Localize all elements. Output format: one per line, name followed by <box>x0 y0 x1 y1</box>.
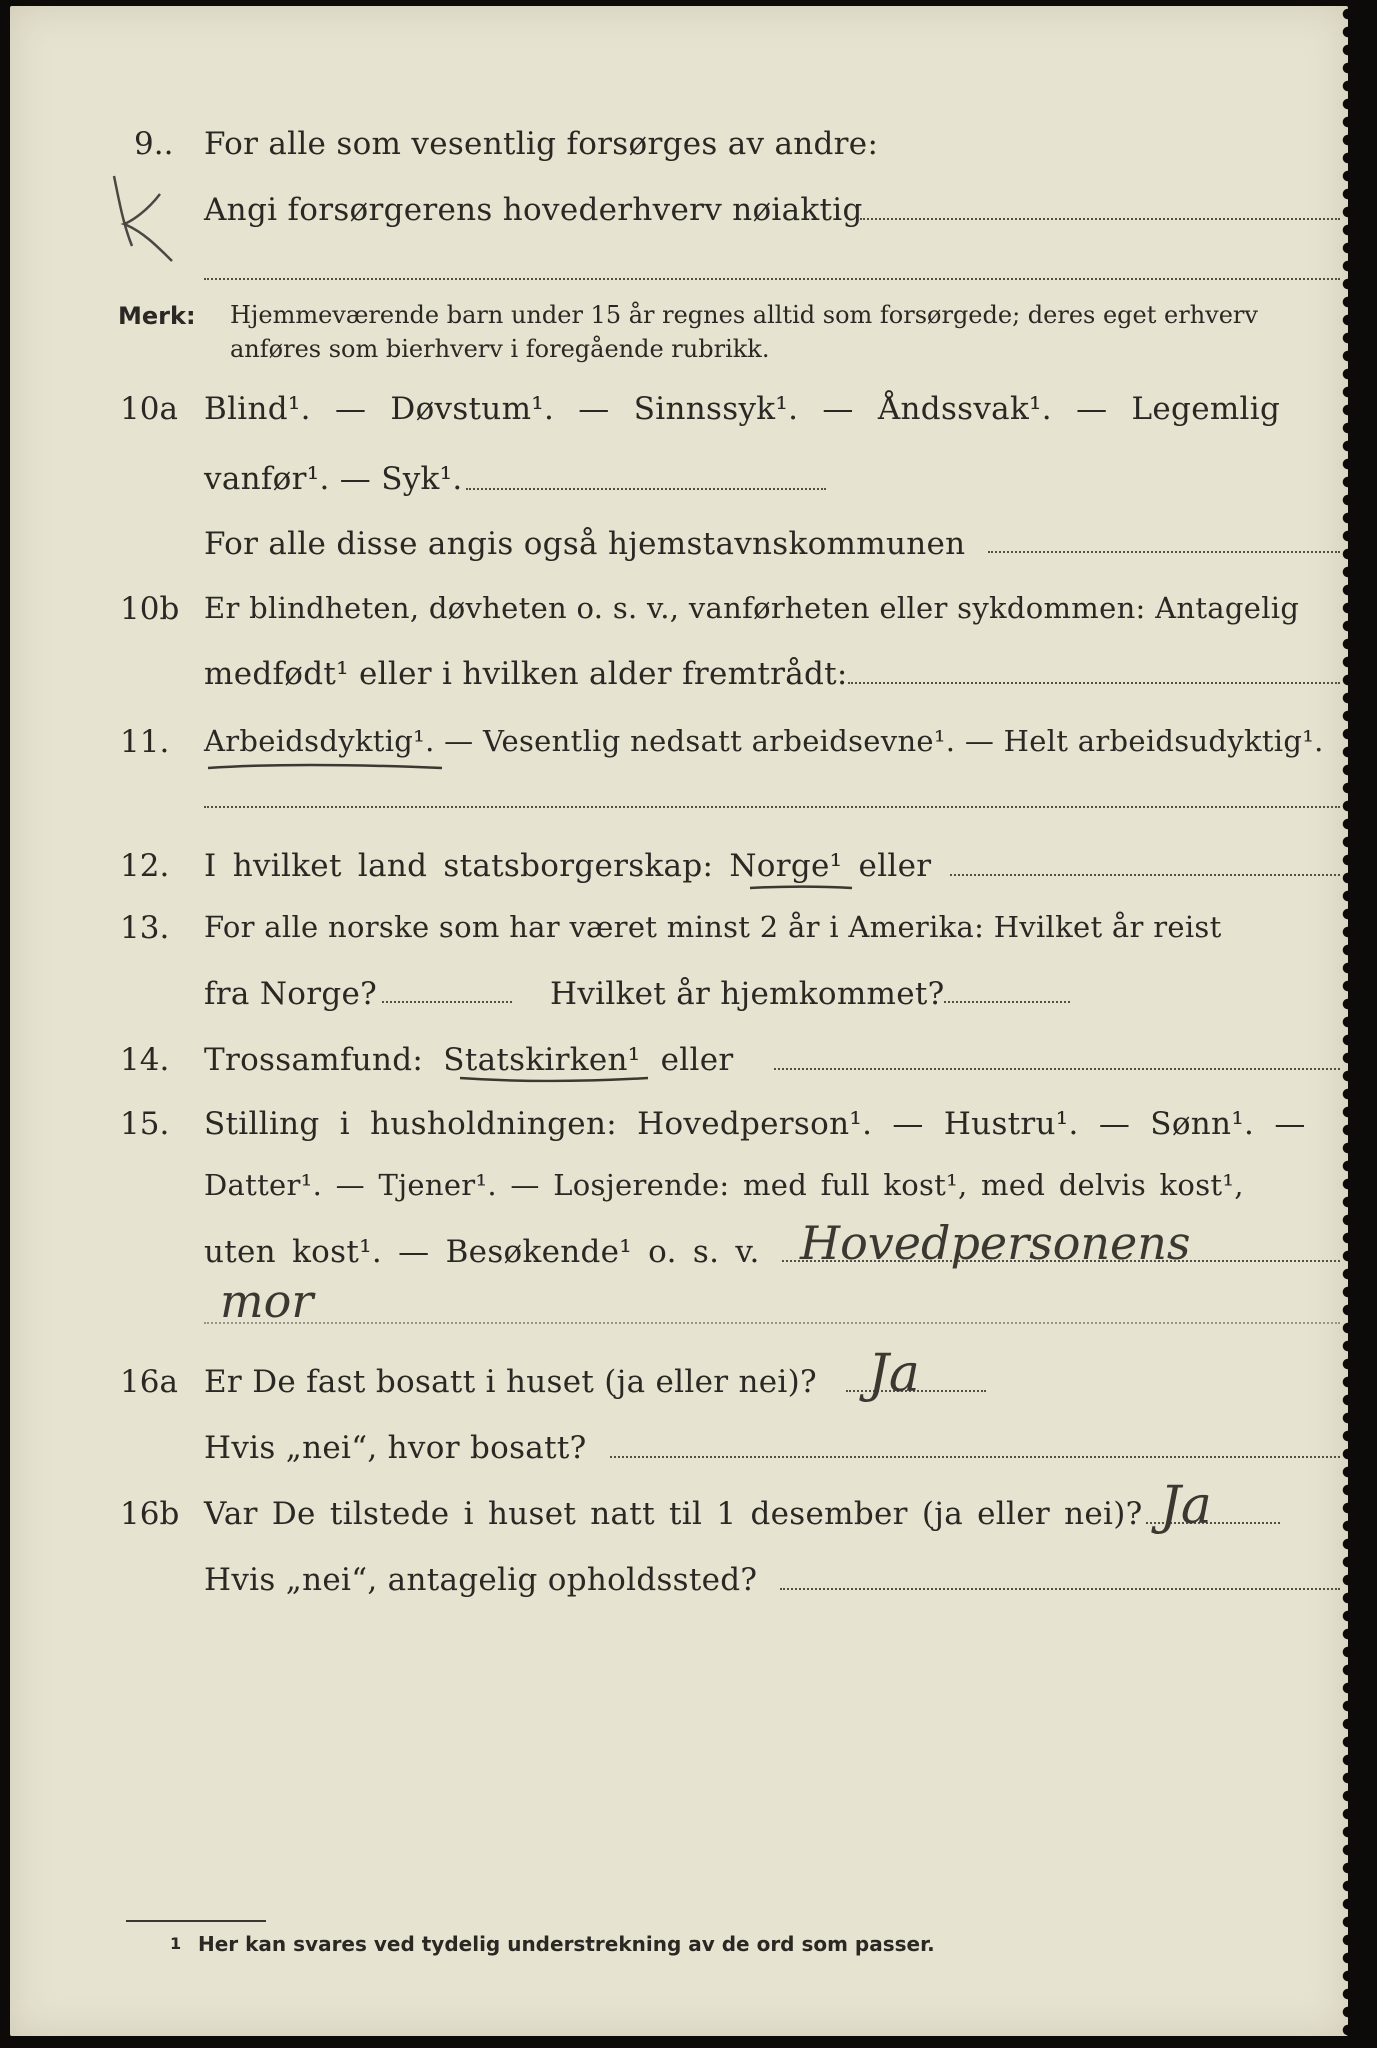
q9-line2: Angi forsørgerens hovederhverv nøiaktig <box>204 192 863 228</box>
q15-answer-line-2[interactable] <box>204 1322 1340 1324</box>
q15-handwritten-answer: Hovedpersonens <box>800 1216 1191 1270</box>
q16b-line1: Var De tilstede i huset natt til 1 desember (ja eller nei)? <box>204 1496 1143 1532</box>
perforated-edge <box>1340 6 1356 2036</box>
q15-line1: Stilling i husholdningen: Hovedperson¹. — Hustru¹. — Sønn¹. — <box>204 1106 1306 1142</box>
question-number-16b: 16b <box>120 1496 180 1532</box>
q16a-residence-answer-line[interactable] <box>610 1456 1340 1458</box>
q11-line1: Arbeidsdyktig¹. — Vesentlig nedsatt arbeidsevne¹. — Helt arbeidsudyktig¹. <box>204 724 1324 758</box>
q11-answer-line[interactable] <box>204 806 1340 808</box>
question-number-12: 12. <box>120 848 170 884</box>
q16a-line2: Hvis „nei“, hvor bosatt? <box>204 1430 587 1466</box>
q16a-line1: Er De fast bosatt i huset (ja eller nei)? <box>204 1364 817 1400</box>
q13-year-returned-answer-line[interactable] <box>944 1001 1070 1003</box>
q15-handwritten-answer-continued: mor <box>220 1274 314 1328</box>
q16b-whereabouts-answer-line[interactable] <box>780 1588 1340 1590</box>
q15-line3: uten kost¹. — Besøkende¹ o. s. v. <box>204 1234 760 1270</box>
q10b-line1: Er blindheten, døvheten o. s. v., vanførheten eller sykdommen: Antagelig <box>204 591 1300 625</box>
question-number-14: 14. <box>120 1042 170 1078</box>
merk-label: Merk: <box>118 302 196 330</box>
q10a-line1: Blind¹. — Døvstum¹. — Sinnssyk¹. — Åndssvak¹. — Legemlig <box>204 391 1281 427</box>
question-number-10b: 10b <box>120 591 180 627</box>
q10a-line2: vanfør¹. — Syk¹. <box>204 461 463 497</box>
footnote-rule <box>126 1920 266 1922</box>
footnote-mark: 1 <box>170 1934 182 1953</box>
q13-line2-fra-norge: fra Norge? <box>204 976 378 1012</box>
underline-norge-mark <box>748 880 868 900</box>
question-number-11: 11. <box>120 724 170 760</box>
q14-line1: Trossamfund: Statskirken¹ eller <box>204 1042 734 1078</box>
q14-answer-line[interactable] <box>774 1068 1340 1070</box>
question-number-15: 15. <box>120 1106 170 1142</box>
underline-statskirken-mark <box>458 1072 658 1092</box>
q10a-hjemstavn-answer-line[interactable] <box>988 551 1340 553</box>
q10a-syk-answer-line[interactable] <box>466 488 826 490</box>
q10b-answer-line[interactable] <box>848 682 1340 684</box>
q9-line1: For alle som vesentlig forsørges av andre: <box>204 126 879 162</box>
q10b-line2: medfødt¹ eller i hvilken alder fremtrådt: <box>204 656 848 692</box>
q10a-line3: For alle disse angis også hjemstavnskommunen <box>204 526 966 562</box>
q12-line1: I hvilket land statsborgerskap: Norge¹ eller <box>204 848 932 884</box>
q13-year-left-answer-line[interactable] <box>382 1001 512 1003</box>
q13-line1: For alle norske som har været minst 2 år i Amerika: Hvilket år reist <box>204 910 1222 944</box>
q16b-handwritten-answer: Ja <box>1160 1476 1212 1536</box>
footnote-text: Her kan svares ved tydelig understrekning av de ord som passer. <box>198 1932 935 1956</box>
question-number-9: 9.. <box>134 126 174 162</box>
question-number-13: 13. <box>120 910 170 946</box>
q15-line2: Datter¹. — Tjener¹. — Losjerende: med full kost¹, med delvis kost¹, <box>204 1168 1244 1202</box>
check-mark-icon <box>102 166 182 266</box>
q12-answer-line[interactable] <box>950 874 1340 876</box>
q9-answer-line[interactable] <box>860 218 1340 220</box>
q13-line2-hjemkommet: Hvilket år hjemkommet? <box>550 976 945 1012</box>
q9-answer-line-2[interactable] <box>204 278 1340 280</box>
question-number-16a: 16a <box>120 1364 178 1400</box>
q16b-line2: Hvis „nei“, antagelig opholdssted? <box>204 1562 758 1598</box>
underline-arbeidsdyktig-mark <box>206 758 506 778</box>
merk-text: Hjemmeværende barn under 15 år regnes alltid som forsørgede; deres eget erhverv anføres som bierhverv i foregående rubrikk. <box>230 301 1258 363</box>
census-form-page <box>10 6 1348 2036</box>
question-number-10a: 10a <box>120 391 178 427</box>
q16a-handwritten-answer: Ja <box>868 1344 920 1404</box>
